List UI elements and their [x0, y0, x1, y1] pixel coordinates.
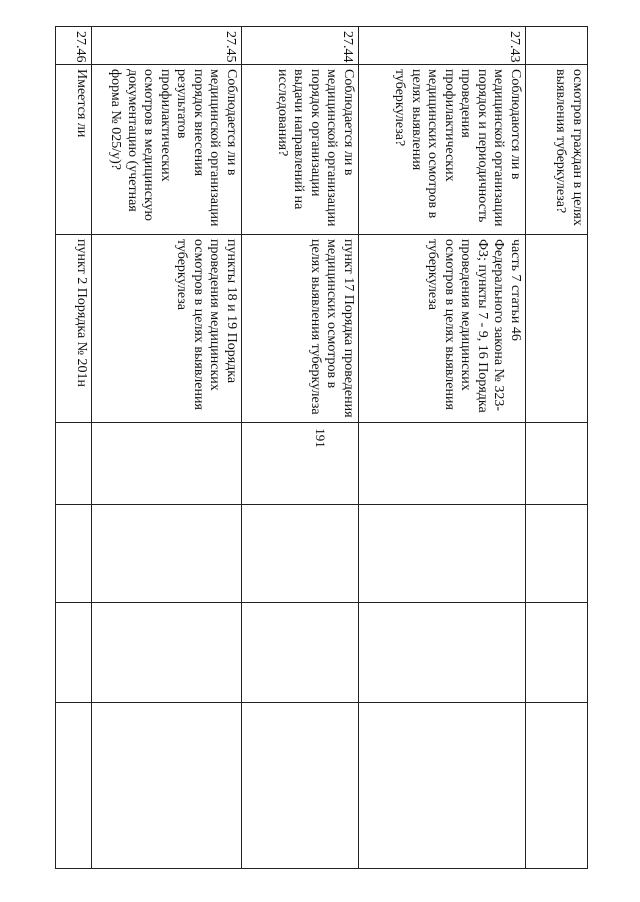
empty-cell [526, 703, 588, 869]
empty-cell [56, 423, 92, 505]
empty-cell [242, 603, 359, 703]
empty-cell [242, 423, 359, 505]
reference-cell: пункт 17 Порядка проведения медицинских осмотров в целях выявления туберкулеза [242, 235, 359, 423]
question-cell: Соблюдаются ли в медицинской организации порядок и периодичность проведения профилактических медицинских осмотров в целях выявления туберкулеза? [359, 65, 526, 235]
empty-cell [56, 505, 92, 603]
empty-cell [92, 603, 242, 703]
question-cell: Соблюдается ли в медицинской организации порядок внесения результатов профилактических осмотров в медицинскую документацию (учетная форма № 025/у)? [92, 65, 242, 235]
empty-cell [92, 703, 242, 869]
empty-cell [56, 603, 92, 703]
empty-cell [526, 505, 588, 603]
table-row [526, 27, 588, 869]
empty-cell [359, 703, 526, 869]
reference-cell: пункты 18 и 19 Порядка проведения медицинских осмотров в целях выявления туберкулеза [92, 235, 242, 423]
question-cell: Имеется ли [56, 65, 92, 235]
reference-cell: пункт 2 Порядка № 201н [56, 235, 92, 423]
question-cell: Соблюдается ли в медицинской организации порядок организации выдачи направлений на исследования? [242, 65, 359, 235]
row-number: 27.44 [242, 27, 359, 65]
empty-cell [242, 703, 359, 869]
reference-cell [526, 235, 588, 423]
empty-cell [359, 603, 526, 703]
table-row [242, 27, 359, 869]
question-cell: осмотров граждан в целях выявления туберкулеза? [526, 65, 588, 235]
empty-cell [359, 423, 526, 505]
checklist-table [55, 26, 588, 869]
empty-cell [56, 703, 92, 869]
empty-cell [359, 505, 526, 603]
table-row [359, 27, 526, 869]
table-row [92, 27, 242, 869]
rotated-page [56, 26, 588, 868]
table-row [56, 27, 92, 869]
reference-cell: часть 7 статьи 46 Федерального закона № 323-ФЗ; пункты 7 - 9, 16 Порядка проведения медицинских осмотров в целях выявления туберкулеза [359, 235, 526, 423]
row-number: 27.45 [92, 27, 242, 65]
empty-cell [242, 505, 359, 603]
row-number [526, 27, 588, 65]
row-number: 27.46 [56, 27, 92, 65]
empty-cell [526, 603, 588, 703]
page-number: 191 [313, 428, 328, 448]
empty-cell [526, 423, 588, 505]
empty-cell [92, 505, 242, 603]
empty-cell [92, 423, 242, 505]
row-number: 27.43 [359, 27, 526, 65]
